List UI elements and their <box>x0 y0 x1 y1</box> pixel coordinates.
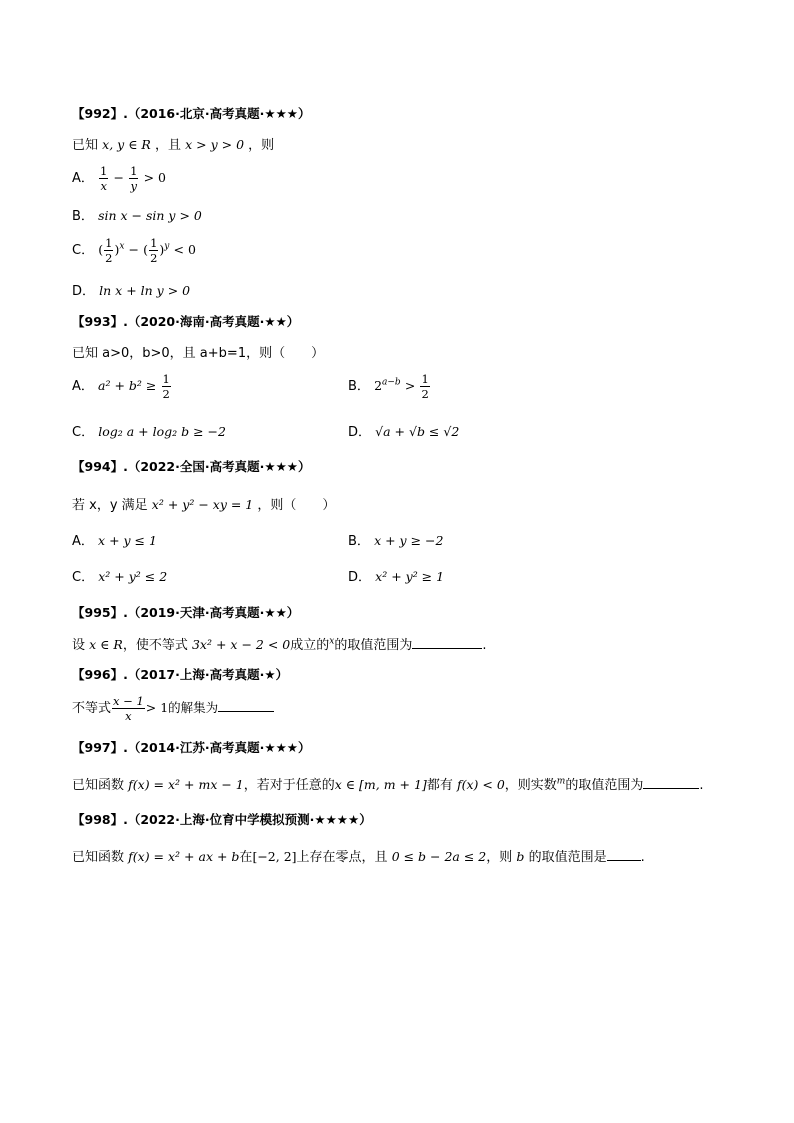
question-994-option-c: C． x² + y² ≤ 2 <box>72 569 168 585</box>
question-993-stem: 已知 a>0，b>0，且 a+b=1，则（ ） <box>72 346 325 361</box>
answer-blank[interactable] <box>607 848 641 861</box>
question-996-stem: 不等式 $\frac{x - 1}{x}$ > 1的解集为 <box>72 694 274 723</box>
fraction: $\frac{1}{x}$ <box>100 164 108 193</box>
fraction: $\frac{1}{y}$ <box>130 164 138 193</box>
question-994-option-a: A． x + y ≤ 1 <box>72 533 157 549</box>
question-993-header: 【993】.（2020·海南·高考真题·★★） <box>72 314 300 329</box>
question-992-header: 【992】.（2016·北京·高考真题·★★★） <box>72 106 311 121</box>
question-992-option-a: A． $\frac{1}{x}$ − $\frac{1}{y}$ > 0 <box>72 164 167 193</box>
question-998-stem: 已知函数 f(x) = x² + ax + b在[−2, 2]上存在零点，且 0 ≤ b − 2a ≤ 2，则 b 的取值范围是 . <box>72 849 645 865</box>
question-994-stem: 若 x，y 满足 x² + y² − xy = 1 ，则（ ） <box>72 497 336 513</box>
question-992-option-d: D． ln x + ln y > 0 <box>72 283 191 299</box>
question-995-header: 【995】.（2019·天津·高考真题·★★） <box>72 605 300 620</box>
question-998-header: 【998】.（2022·上海·位育中学模拟预测·★★★★） <box>72 812 372 827</box>
answer-blank[interactable] <box>643 776 699 789</box>
question-996-header: 【996】.（2017·上海·高考真题·★） <box>72 667 289 682</box>
question-993-option-c: C． log₂ a + log₂ b ≥ −2 <box>72 424 226 440</box>
question-993-option-d: D． √a + √b ≤ √2 <box>348 424 460 440</box>
question-992-stem: 已知 x, y ∈ R ，且 x > y > 0 ，则 <box>72 137 275 153</box>
question-997-header: 【997】.（2014·江苏·高考真题·★★★） <box>72 740 311 755</box>
answer-blank[interactable] <box>412 636 482 649</box>
answer-blank[interactable] <box>218 699 274 712</box>
question-997-stem: 已知函数 f(x) = x² + mx − 1，若对于任意的x ∈ [m, m + 1]都有 f(x) < 0，则实数$^m$的取值范围为 . <box>72 776 704 793</box>
question-994-header: 【994】.（2022·全国·高考真题·★★★） <box>72 459 311 474</box>
question-994-option-b: B． x + y ≥ −2 <box>348 533 444 549</box>
question-992-option-b: B． sin x − sin y > 0 <box>72 208 202 224</box>
question-994-option-d: D． x² + y² ≥ 1 <box>348 569 445 585</box>
question-993-option-b: B． $2^{a-b}$ > $\frac{1}{2}$ <box>348 372 429 401</box>
question-992-option-c: C． ( $\frac{1}{2}$ )$^x$ − ( $\frac{1}{2}$ )$^y$ < 0 <box>72 236 196 265</box>
question-995-stem: 设 x ∈ R，使不等式 3x² + x − 2 < 0成立的$^x$的取值范围为 . <box>72 636 487 653</box>
question-993-option-a: A． a² + b² ≥ $\frac{1}{2}$ <box>72 372 170 401</box>
